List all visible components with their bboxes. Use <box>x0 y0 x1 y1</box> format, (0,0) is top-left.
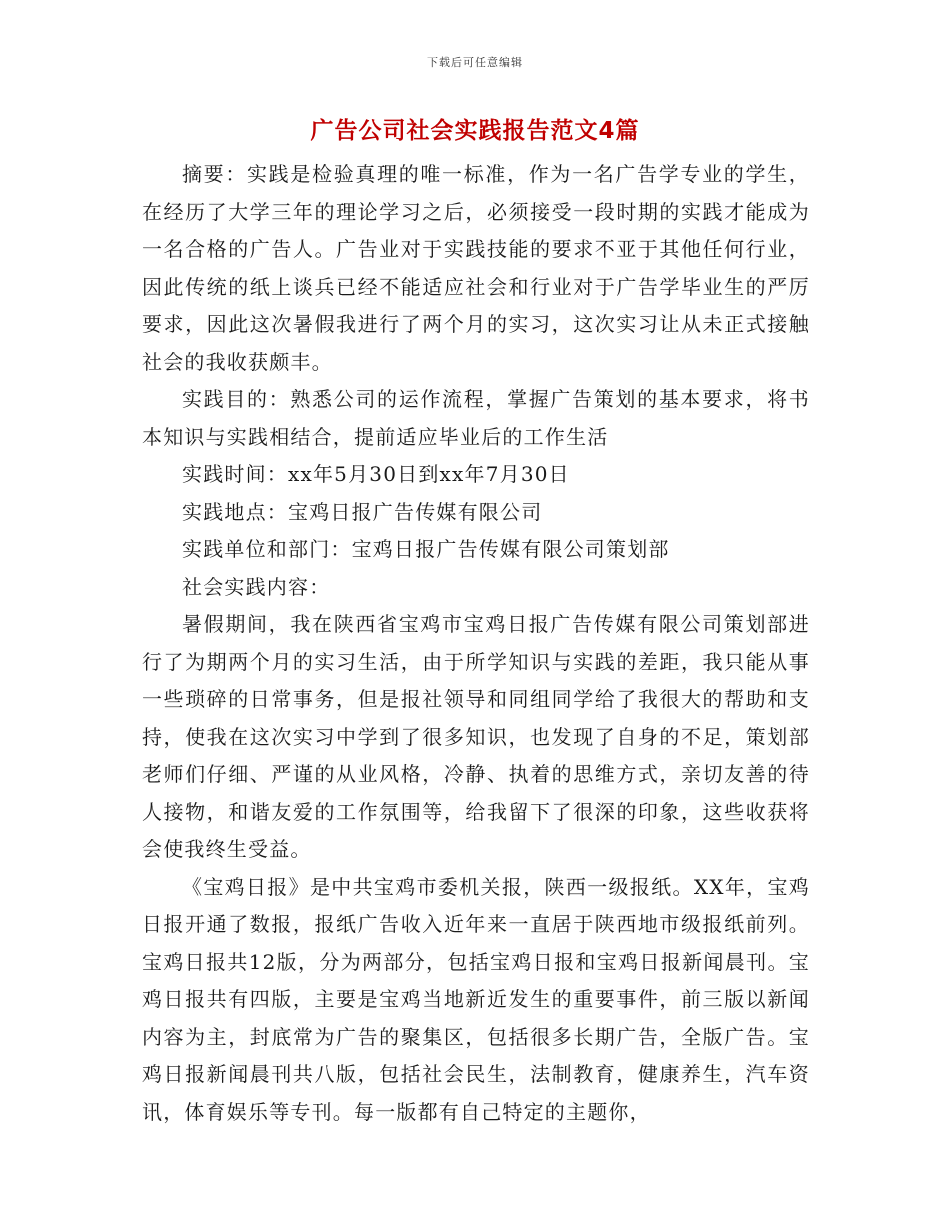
paragraph-abstract: 摘要：实践是检验真理的唯一标准，作为一名广告学专业的学生，在经历了大学三年的理论学习之后，必须接受一段时期的实践才能成为一名合格的广告人。广告业对于实践技能的要求不亚于其他任何行业，因此传统的纸上谈兵已经不能适应社会和行业对于广告学毕业生的严厉要求，因此这次暑假我进行了两个月的实习，这次实习让从未正式接触社会的我收获颇丰。 <box>142 162 810 374</box>
document-body <box>142 156 810 1131</box>
paragraph-purpose: 实践目的：熟悉公司的运作流程，掌握广告策划的基本要求，将书本知识与实践相结合，提前适应毕业后的工作生活 <box>142 387 810 449</box>
header-note: 下载后可任意编辑 <box>427 56 523 69</box>
paragraph-baoji-daily: 《宝鸡日报》是中共宝鸡市委机关报，陕西一级报纸。XX年，宝鸡日报开通了数报，报纸广告收入近年来一直居于陕西地市级报纸前列。宝鸡日报共12版，分为两部分，包括宝鸡日报和宝鸡日报新闻晨刊。宝鸡日报共有四版，主要是宝鸡当地新近发生的重要事件，前三版以新闻内容为主，封底常为广告的聚集区，包括很多长期广告，全版广告。宝鸡日报新闻晨刊共八版，包括社会民生，法制教育，健康养生，汽车资讯，体育娱乐等专刊。每一版都有自己特定的主题你， <box>142 874 810 1124</box>
document-title: 广告公司社会实践报告范文4篇 <box>310 118 640 144</box>
paragraph-summer-internship: 暑假期间，我在陕西省宝鸡市宝鸡日报广告传媒有限公司策划部进行了为期两个月的实习生活，由于所学知识与实践的差距，我只能从事一些琐碎的日常事务，但是报社领导和同组同学给了我很大的帮助和支持，使我在这次实习中学到了很多知识，也发现了自身的不足，策划部老师们仔细、严谨的从业风格，冷静、执着的思维方式，亲切友善的待人接物，和谐友爱的工作氛围等，给我留下了很深的印象，这些收获将会使我终生受益。 <box>142 612 810 861</box>
paragraph-location: 实践地点：宝鸡日报广告传媒有限公司 <box>182 499 543 524</box>
paragraph-time: 实践时间：xx年5月30日到xx年7月30日 <box>182 462 570 486</box>
paragraph-content-heading: 社会实践内容： <box>182 574 331 599</box>
paragraph-unit: 实践单位和部门：宝鸡日报广告传媒有限公司策划部 <box>182 537 670 561</box>
